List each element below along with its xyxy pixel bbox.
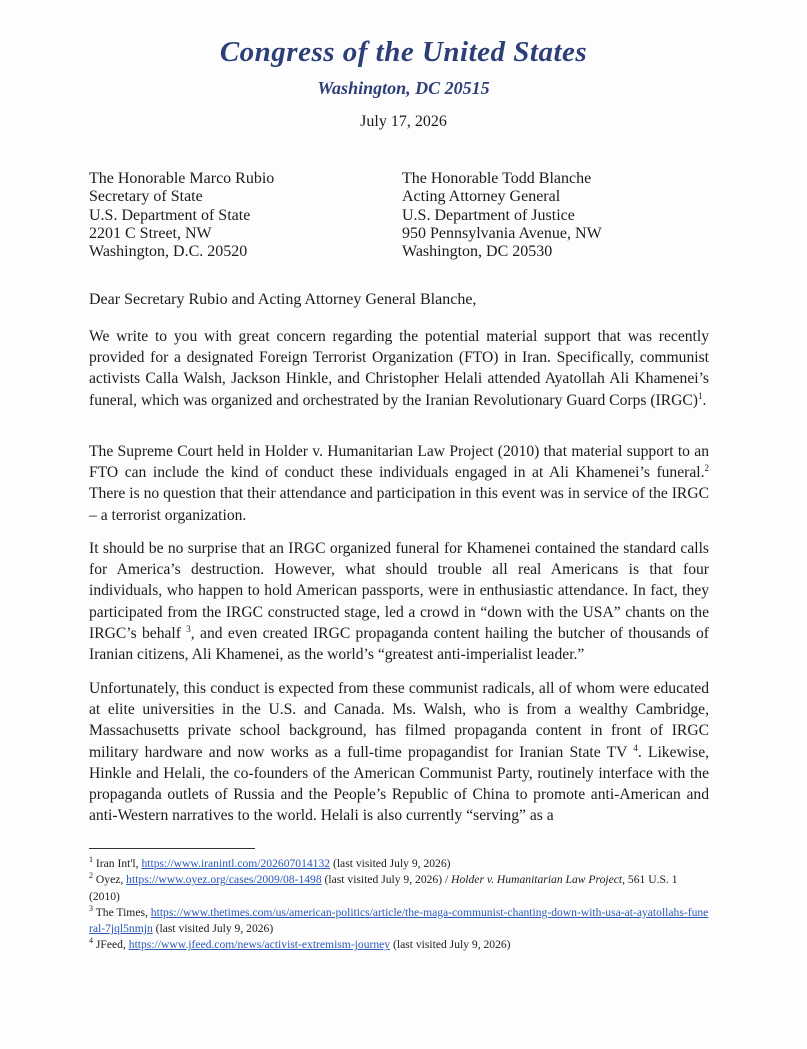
paragraph-text: . Likewise, Hinkle and Helali, the co-founders of the American Communist Party, routinely interface with the propaganda outlets of Russia and the People’s Republic of China to promote anti-American and anti-Western narratives to the world. Helali is also currently “serving” as a bbox=[89, 743, 710, 825]
paragraph-text: , and even created IRGC propaganda content hailing the butcher of thousands of Iranian citizens, Ali Khamenei, as the world’s “greatest anti-imperialist leader.” bbox=[89, 624, 709, 664]
footnote-tail: (last visited July 9, 2026) / bbox=[321, 873, 452, 887]
footnote-ref[interactable]: 3 bbox=[186, 623, 191, 634]
paragraph-text: Unfortunately, this conduct is expected from these communist radicals, all of whom were educated at elite universities in the U.S. and Canada. Ms. Walsh, who is from a wealthy Cambridge, Massachusetts private school background, has filmed propaganda content in front of IRGC military hardware and now works as a full-time propagandist for Iranian State TV bbox=[89, 680, 709, 761]
footnote-link[interactable]: https://www.oyez.org/cases/2009/08-1498 bbox=[126, 873, 322, 887]
footnote-link[interactable]: https://www.iranintl.com/202607014132 bbox=[141, 857, 331, 870]
recipient-left-line: Washington, D.C. 20520 bbox=[89, 243, 248, 261]
letterhead-title: Congress of the United States bbox=[219, 36, 588, 68]
footnote-2 bbox=[89, 872, 709, 905]
footnote-tail: (last visited July 9, 2026) bbox=[152, 922, 274, 936]
letter-date: July 17, 2026 bbox=[360, 113, 447, 130]
footnote-tail: 561 U.S. 1 (2010) bbox=[89, 873, 678, 903]
footnote-tail: (last visited July 9, 2026) bbox=[390, 938, 511, 952]
paragraph-text: We write to you with great concern regarding the potential material support that was recently provided for a designated Foreign Terrorist Organization (FTO) in Iran. Specifically, communist activists Calla Walsh, Jackson Hinkle, and Christopher Helali attended Ayatollah Ali Khamenei’s funeral, which was organized and orchestrated by the Iranian Revolutionary Guard Corps (IRGC) bbox=[89, 328, 709, 409]
footnote-source: Oyez, bbox=[95, 873, 127, 887]
recipient-block-right bbox=[402, 170, 602, 261]
paragraph-text: The Supreme Court held in Holder v. Humanitarian Law Project (2010) that material support to an FTO can include the kind of conduct these individuals engaged in at Ali Khamenei’s funeral. bbox=[89, 443, 709, 482]
footnote-number: 4 bbox=[89, 936, 93, 946]
recipient-left-line: Secretary of State bbox=[89, 188, 203, 206]
paragraph-text: It should be no surprise that an IRGC organized funeral for Khamenei contained the standard calls for America’s destruction. However, what should trouble all real Americans is that four individuals, who happen to hold American passports, were in enthusiastic attendance. In fact, they participated from the IRGC constructed stage, led a crowd in “down with the USA” chants on the IRGC’s behalf bbox=[89, 540, 709, 642]
paragraph-text: There is no question that their attendance and participation in this event was in service of the IRGC – a terrorist organization. bbox=[89, 485, 709, 524]
recipient-right-line: U.S. Department of Justice bbox=[402, 206, 575, 224]
footnote-link[interactable]: https://www.thetimes.com/us/american-politics/article/the-maga-communist-chanting-down-with-usa-at-ayatollahs-funeral-7jql5nmjn bbox=[89, 905, 709, 936]
recipient-block-left bbox=[89, 170, 274, 261]
footnote-divider bbox=[89, 848, 255, 849]
footnote-case-title: Holder v. Humanitarian Law Project, bbox=[451, 873, 626, 887]
body-paragraph-2 bbox=[89, 441, 709, 526]
salutation: Dear Secretary Rubio and Acting Attorney General Blanche, bbox=[89, 291, 477, 308]
body-paragraph-3 bbox=[89, 538, 709, 665]
recipient-left-line: U.S. Department of State bbox=[89, 206, 251, 224]
footnote-source: The Times, bbox=[95, 905, 151, 919]
recipient-right-line: Washington, DC 20530 bbox=[402, 243, 553, 261]
footnote-3 bbox=[89, 905, 709, 938]
footnote-tail: (last visited July 9, 2026) bbox=[330, 857, 451, 870]
footnote-1 bbox=[89, 856, 709, 872]
recipient-left-line: The Honorable Marco Rubio bbox=[89, 170, 275, 187]
letterhead-subtitle: Washington, DC 20515 bbox=[317, 78, 490, 98]
footnote-number: 1 bbox=[89, 855, 93, 865]
body-paragraph-4 bbox=[89, 678, 709, 826]
body-paragraph-1 bbox=[89, 326, 709, 411]
footnote-link[interactable]: https://www.jfeed.com/news/activist-extremism-journey bbox=[128, 938, 391, 952]
footnotes bbox=[89, 856, 709, 954]
footnote-number: 2 bbox=[89, 871, 93, 881]
recipient-right-line: 950 Pennsylvania Avenue, NW bbox=[402, 224, 602, 242]
recipient-right-line: The Honorable Todd Blanche bbox=[402, 170, 592, 187]
recipient-right-line: Acting Attorney General bbox=[402, 188, 561, 206]
footnote-4 bbox=[89, 937, 709, 953]
footnote-source: Iran Int'l, bbox=[95, 857, 142, 870]
footnote-ref[interactable]: 4 bbox=[633, 742, 638, 753]
footnote-number: 3 bbox=[89, 904, 93, 914]
footnote-ref[interactable]: 1 bbox=[697, 390, 703, 401]
footnote-ref[interactable]: 2 bbox=[704, 463, 709, 474]
paragraph-text: . bbox=[702, 391, 707, 409]
footnote-source: JFeed, bbox=[95, 938, 129, 952]
recipient-left-line: 2201 C Street, NW bbox=[89, 224, 212, 242]
